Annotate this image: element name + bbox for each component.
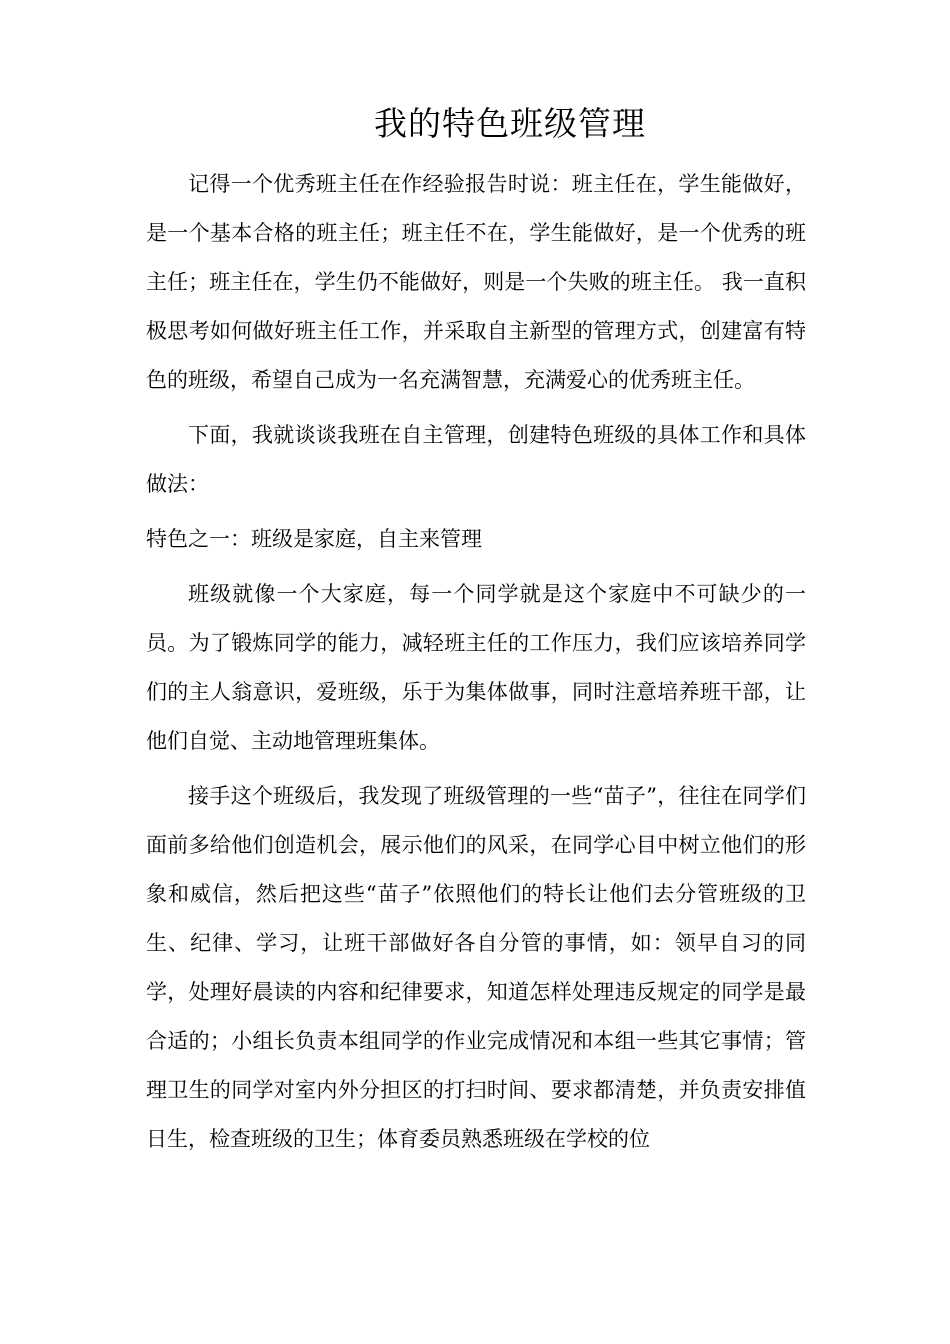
document-body [146, 160, 806, 1170]
document-title: 我的特色班级管理 [374, 104, 646, 143]
section-heading-feature-one: 特色之一：班级是家庭，自主来管理 [146, 527, 482, 551]
paragraph-class-cadres: 接手这个班级后，我发现了班级管理的一些“苗子”，往往在同学们面前多给他们创造机会，展示他们的风采，在同学心目中树立他们的形象和威信，然后把这些“苗子”依照他们的特长让他们去分管班级的卫生、纪律、学习，让班干部做好各自分管的事情，如：领早自习的同学，处理好晨读的内容和纪律要求，知道怎样处理违反规定的同学是最合适的；小组长负责本组同学的作业完成情况和本组一些其它事情；管理卫生的同学对室内外分担区的打扫时间、要求都清楚，并负责安排值日生，检查班级的卫生；体育委员熟悉班级在学校的位 [146, 784, 806, 1151]
paragraph-class-as-family: 班级就像一个大家庭，每一个同学就是这个家庭中不可缺少的一员。为了锻炼同学的能力，减轻班主任的工作压力，我们应该培养同学们的主人翁意识，爱班级，乐于为集体做事，同时注意培养班干部，让他们自觉、主动地管理班集体。 [146, 582, 806, 753]
paragraph-intro: 记得一个优秀班主任在作经验报告时说：班主任在，学生能做好，是一个基本合格的班主任；班主任不在，学生能做好，是一个优秀的班主任；班主任在，学生仍不能做好，则是一个失败的班主任。 我一直积极思考如何做好班主任工作，并采取自主新型的管理方式，创建富有特色的班级，希望自己成为一名充满智慧，充满爱心的优秀班主任。 [146, 172, 806, 392]
paragraph-overview: 下面，我就谈谈我班在自主管理，创建特色班级的具体工作和具体做法： [146, 423, 806, 496]
